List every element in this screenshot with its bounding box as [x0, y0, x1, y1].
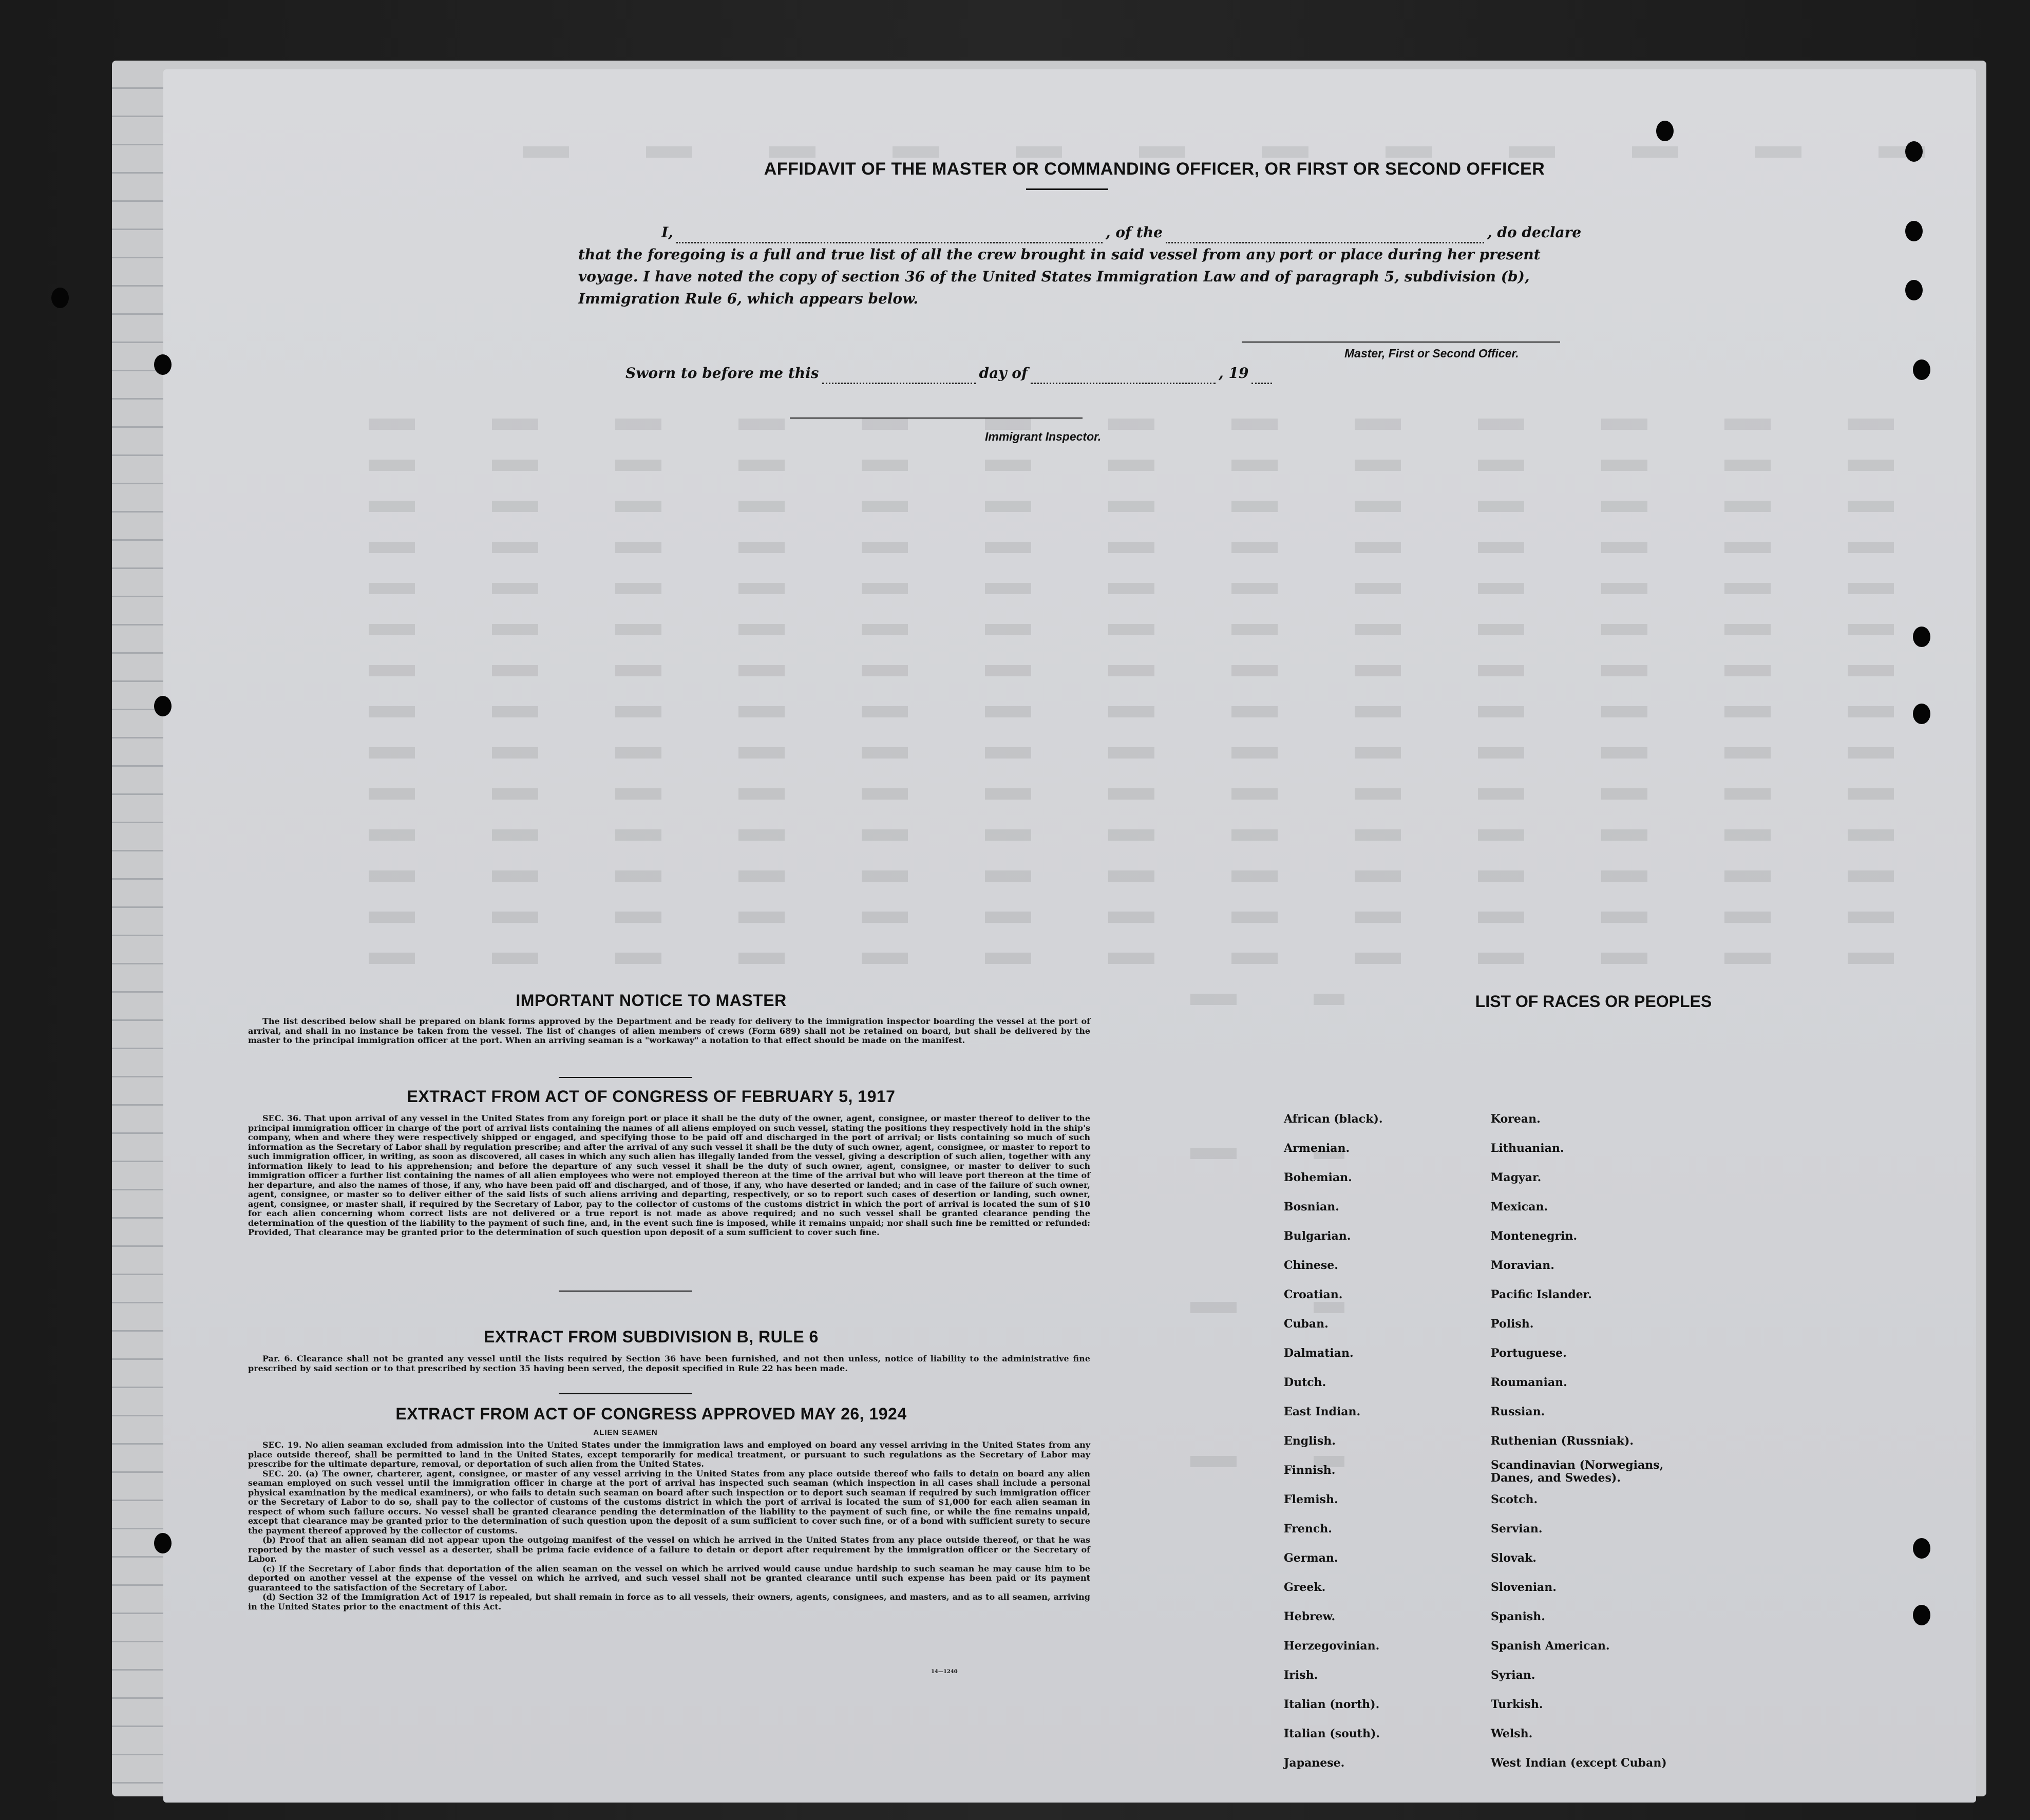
act-1924-title: EXTRACT FROM ACT OF CONGRESS APPROVED MAY 26, 1924	[395, 1405, 907, 1423]
race-item: Polish.	[1491, 1317, 1534, 1331]
race-item: Pacific Islander.	[1491, 1288, 1592, 1301]
binder-hole	[1656, 121, 1674, 141]
race-item: Moravian.	[1491, 1259, 1554, 1272]
race-item: Croatian.	[1284, 1288, 1343, 1301]
race-item: Italian (north).	[1284, 1698, 1380, 1711]
rule-6-title: EXTRACT FROM SUBDIVISION B, RULE 6	[484, 1328, 819, 1346]
race-item: Korean.	[1491, 1112, 1541, 1126]
section-divider	[559, 1393, 692, 1394]
race-item: Spanish American.	[1491, 1639, 1610, 1653]
affidavit-title: AFFIDAVIT OF THE MASTER OR COMMANDING OFFICER, OR FIRST OR SECOND OFFICER	[764, 159, 1545, 179]
race-item: Armenian.	[1284, 1142, 1350, 1155]
section-divider	[559, 1077, 692, 1078]
race-item: Herzegovinian.	[1284, 1639, 1380, 1653]
race-item: Roumanian.	[1491, 1376, 1567, 1389]
race-item: Slovenian.	[1491, 1581, 1557, 1594]
race-item: Hebrew.	[1284, 1610, 1336, 1623]
race-item: German.	[1284, 1551, 1338, 1565]
binder-hole	[1913, 627, 1930, 647]
affidavit-line-1	[661, 221, 1745, 243]
race-item: Bosnian.	[1284, 1200, 1339, 1214]
binder-hole	[154, 1533, 172, 1553]
race-item: Scotch.	[1491, 1493, 1538, 1506]
race-item: Scandinavian (Norwegians, Danes, and Swedes).	[1491, 1458, 1664, 1485]
affidavit-i-label: I,	[661, 224, 673, 241]
sworn-label: Sworn to before me this	[625, 365, 819, 382]
affidavit-line-4: Immigration Rule 6, which appears below.	[578, 290, 919, 307]
binder-hole	[1905, 280, 1923, 300]
form-number: 14—1240	[931, 1669, 958, 1675]
race-item: Italian (south).	[1284, 1727, 1380, 1740]
act-1917-paragraph: SEC. 36. That upon arrival of any vessel in the United States from any foreign port or place it shall be the duty of the owner, agent, consignee, or master thereof to deliver to the principal immigration officer in charge of the port of arrival lists containing the names of all aliens employed on such vessel, stating the positions they respectively hold in the ship's company, when and where they were respectively shipped or engaged, and specifying those to be paid off and discharged in the port of arrival; or lists containing so much of such information as the Secretary of Labor shall by regulation prescribe; and after the arrival of any such vessel it shall be the duty of such owner, agent, consignee, or master to report to such immigration officer, in writing, as soon as discovered, all cases in which any such alien has illegally landed from the vessel, giving a description of such alien, together with any information likely to lead to his apprehension; and before the departure of any such vessel it shall be the duty of such owner, agent, consignee, or master to deliver to such immigration officer a further list containing the names of all alien employees who were not employed thereon at the time of the arrival but who will leave port thereon at the time of her departure, and also the names of those, if any, who have been paid off and discharged, and of those, if any, who have deserted or landed; and in case of the failure of such owner, agent, consignee, or master so to deliver either of the said lists of such aliens arriving and departing, respectively, or so to report such cases of desertion or landing, such owner, agent, consignee, or master shall, if required by the Secretary of Labor, pay to the collector of customs of the customs district in which the port of arrival is located the sum of $10 for each alien concerning whom correct lists are not delivered or a true report is not made as above required; and no such vessel shall be granted clearance pending the determination of the question of the liability to the payment of such fine, and, in the event such fine is imposed, while it remains unpaid; nor shall such fine be remitted or refunded: Provided, That clearance may be granted prior to the determination of such question upon deposit of a sum sufficient to cover such fine.	[248, 1113, 1090, 1237]
affidavit-line-2: that the foregoing is a full and true list of all the crew brought in said vessel from any port or place during her present	[578, 246, 1541, 263]
act-1924-sec-20d: (d) Section 32 of the Immigration Act of 1917 is repealed, but shall remain in force as to all vessels, their owners, agents, consignees, and masters, and as to all seamen, arriving in the United States prior to the enactment of this Act.	[248, 1592, 1090, 1612]
rule-6-text	[248, 1354, 1090, 1373]
binder-hole	[1913, 359, 1930, 380]
race-item: Syrian.	[1491, 1669, 1535, 1682]
race-item: Japanese.	[1284, 1756, 1345, 1770]
sworn-month-blank	[1031, 368, 1216, 384]
race-item: Greek.	[1284, 1581, 1326, 1594]
binder-hole	[1913, 704, 1930, 724]
race-item: Servian.	[1491, 1522, 1543, 1535]
binder-hole	[154, 696, 172, 716]
master-signature-label: Master, First or Second Officer.	[1344, 347, 1519, 360]
act-1924-sec-20a: SEC. 20. (a) The owner, charterer, agent, consignee, or master of any vessel arriving in the United States from any place outside thereof who fails to detain on board any alien seaman employed on such vessel until the immigration officer in charge at the port of arrival has inspected such seaman (which inspection in all cases shall include a personal physical examination by the medical examiners), or who fails to detain such seaman on board after such inspection or to deport such seaman if required by such immigration officer or the Secretary of Labor to do so, shall pay to the collector of customs of the customs district in which the port of arrival is located the sum of $1,000 for each alien seaman in respect of whom such failure occurs. No vessel shall be granted clearance pending the determination of the liability to the payment of such fine, or while the fine remains unpaid, except that clearance may be granted prior to the determination of such question upon the deposit of a sum sufficient to cover such fine, or of a bond with sufficient surety to secure the payment thereof approved by the collector of customs.	[248, 1468, 1090, 1535]
act-1917-title: EXTRACT FROM ACT OF CONGRESS OF FEBRUARY 5, 1917	[407, 1087, 896, 1106]
document-page	[163, 69, 1976, 1803]
alien-seamen-subtitle: ALIEN SEAMEN	[593, 1428, 658, 1437]
binder-hole	[1913, 1605, 1930, 1625]
act-1924-sec-19: SEC. 19. No alien seaman excluded from admission into the United States under the immigration laws and employed on board any vessel arriving in the United States from any place outside thereof, shall be permitted to land in the United States, except temporarily for medical treatment, or pursuant to such regulations as the Secretary of Labor may prescribe for the ultimate departure, removal, or deportation of such alien from the United States.	[248, 1440, 1090, 1469]
race-item: Dutch.	[1284, 1376, 1326, 1389]
act-1924-text	[248, 1440, 1090, 1612]
sworn-year-blank	[1251, 368, 1272, 384]
notice-paragraph: The list described below shall be prepared on blank forms approved by the Department and be ready for delivery to the immigration inspector boarding the vessel at the port of arrival, and shall in no instance be taken from the vessel. The list of changes of alien members of crews (Form 689) shall not be retained on board, but shall be delivered by the master to the principal immigration officer at the port. When an arriving seaman is a "workaway" a notation to that effect should be made on the manifest.	[248, 1016, 1090, 1045]
race-item: Bohemian.	[1284, 1171, 1352, 1184]
race-item: East Indian.	[1284, 1405, 1361, 1418]
name-blank	[676, 228, 1103, 243]
race-item: Flemish.	[1284, 1493, 1338, 1506]
affidavit-declare-label: , do declare	[1487, 224, 1582, 241]
race-item: Irish.	[1284, 1669, 1318, 1682]
sworn-year-label: , 19	[1219, 365, 1249, 382]
race-item: Spanish.	[1491, 1610, 1545, 1623]
title-underline	[1026, 188, 1108, 190]
sworn-line	[625, 362, 1498, 384]
affidavit-of-the-label: , of the	[1105, 224, 1163, 241]
race-item: Welsh.	[1491, 1727, 1533, 1740]
race-item: Turkish.	[1491, 1698, 1543, 1711]
notice-title: IMPORTANT NOTICE TO MASTER	[516, 991, 787, 1010]
race-item: Ruthenian (Russniak).	[1491, 1434, 1634, 1448]
act-1917-text	[248, 1114, 1090, 1238]
binder-hole	[1913, 1538, 1930, 1559]
inspector-signature-label: Immigrant Inspector.	[985, 430, 1102, 443]
races-title: LIST OF RACES OR PEOPLES	[1475, 992, 1712, 1011]
section-divider	[559, 1291, 692, 1292]
race-item: Cuban.	[1284, 1317, 1329, 1331]
affidavit-line-3: voyage. I have noted the copy of section 36 of the United States Immigration Law and of paragraph 5, subdivision (b),	[578, 268, 1530, 285]
race-item: Montenegrin.	[1491, 1229, 1578, 1243]
race-item: West Indian (except Cuban)	[1491, 1756, 1667, 1770]
race-item: English.	[1284, 1434, 1336, 1448]
race-item: Chinese.	[1284, 1259, 1338, 1272]
vessel-blank	[1166, 228, 1484, 243]
binder-hole	[1905, 141, 1923, 162]
race-item: Russian.	[1491, 1405, 1545, 1418]
race-item: Magyar.	[1491, 1171, 1542, 1184]
race-item: African (black).	[1284, 1112, 1383, 1126]
binder-hole	[51, 288, 69, 308]
race-item: Slovak.	[1491, 1551, 1536, 1565]
master-signature-line	[1242, 342, 1560, 343]
binder-hole	[154, 354, 172, 375]
race-item: Lithuanian.	[1491, 1142, 1564, 1155]
race-item: Dalmatian.	[1284, 1347, 1354, 1360]
race-item: Finnish.	[1284, 1464, 1336, 1477]
sworn-day-blank	[822, 368, 976, 384]
binder-hole	[1905, 221, 1923, 241]
act-1924-sec-20c: (c) If the Secretary of Labor finds that deportation of the alien seaman on the vessel on which he arrived would cause undue hardship to such seaman he may cause him to be deported on another vessel at the expense of the vessel on which he arrived, and such vessel shall not be granted clearance until such expense has been paid or its payment guaranteed to the satisfaction of the Secretary of Labor.	[248, 1563, 1090, 1592]
race-item: Mexican.	[1491, 1200, 1548, 1214]
notice-text	[248, 1017, 1090, 1046]
act-1924-sec-20b: (b) Proof that an alien seaman did not appear upon the outgoing manifest of the vessel on which he arrived in the United States from any place outside thereof, or that he was reported by the master of such vessel as a deserter, shall be prima facie evidence of a failure to detain or deport after requirement by the immigration officer or the Secretary of Labor.	[248, 1535, 1090, 1564]
rule-6-paragraph: Par. 6. Clearance shall not be granted any vessel until the lists required by Section 36 have been furnished, and not then unless, notice of liability to the administrative fine prescribed by said section or to that prescribed by section 35 having been served, the deposit specified in Rule 22 has been made.	[248, 1354, 1090, 1373]
sworn-day-of-label: day of	[979, 365, 1028, 382]
race-item: French.	[1284, 1522, 1332, 1535]
inspector-signature-line	[790, 418, 1083, 419]
race-item: Portuguese.	[1491, 1347, 1567, 1360]
race-item: Bulgarian.	[1284, 1229, 1351, 1243]
